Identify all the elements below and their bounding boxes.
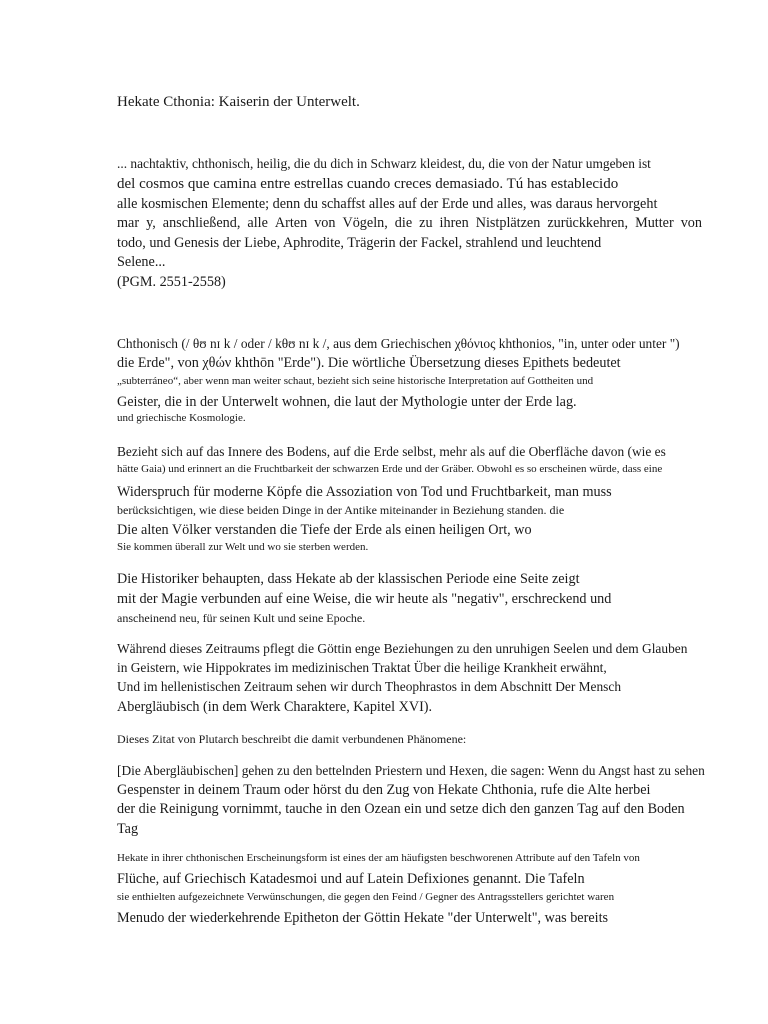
text-line: Chthonisch (/ θʊ nɪ k / oder / kθʊ nɪ k /, aus dem Griechischen χθόνιος khthonios, "in, unter oder unter ") xyxy=(117,336,680,351)
text-line: Bezieht sich auf das Innere des Bodens, auf die Erde selbst, mehr als auf die Oberfläche davon (wie es xyxy=(117,444,666,459)
hymn-word: ihren xyxy=(439,215,469,231)
hymn-word: von xyxy=(314,215,336,231)
hymn-word: Arten xyxy=(274,215,308,231)
text-line: Widerspruch für moderne Köpfe die Assoziation von Tod und Fruchtbarkeit, man muss xyxy=(117,484,612,500)
hymn-word: mar xyxy=(117,215,140,231)
text-line: der die Reinigung vornimmt, tauche in den Ozean ein und setze dich den ganzen Tag auf den Boden xyxy=(117,801,685,817)
text-line: Gespenster in deinem Traum oder hörst du den Zug von Hekate Chthonia, rufe die Alte herbei xyxy=(117,782,651,798)
hymn-word: alle xyxy=(247,215,268,231)
hymn-word: y, xyxy=(146,215,156,231)
hymn-line-justified xyxy=(117,216,702,230)
hymn-line: del cosmos que camina entre estrellas cuando creces demasiado. Tú has establecido xyxy=(117,176,619,192)
hymn-line: alle kosmischen Elemente; denn du schaffst alles auf der Erde und alles, was daraus hervorgeht xyxy=(117,196,658,212)
hymn-word: Nistplätzen xyxy=(475,215,541,231)
hymn-word: zurückkehren, xyxy=(547,215,629,231)
text-line: in Geistern, wie Hippokrates im medizinischen Traktat Über die heilige Krankheit erwähnt, xyxy=(117,660,607,675)
text-line: Menudo der wiederkehrende Epitheton der Göttin Hekate "der Unterwelt", was bereits xyxy=(117,910,609,926)
text-line: berücksichtigen, wie diese beiden Dinge in der Antike miteinander in Beziehung standen. die xyxy=(117,503,565,517)
document-title: Hekate Cthonia: Kaiserin der Unterwelt. xyxy=(117,94,360,110)
hymn-word: Mutter xyxy=(635,215,674,231)
hymn-word: Vögeln, xyxy=(342,215,388,231)
text-line: die Erde", von χθών khthōn "Erde"). Die wörtliche Übersetzung dieses Epithets bedeutet xyxy=(117,355,621,371)
hymn-line: ... nachtaktiv, chthonisch, heilig, die du dich in Schwarz kleidest, du, die von der Natur umgeben ist xyxy=(117,156,651,171)
text-line: „subterráneo“, aber wenn man weiter schaut, bezieht sich seine historische Interpretation auf Gottheiten und xyxy=(117,375,594,387)
text-line: Tag xyxy=(117,821,139,837)
text-line: hätte Gaia) und erinnert an die Fruchtbarkeit der schwarzen Erde und der Gräber. Obwohl es so erscheinen würde, dass eine xyxy=(117,463,663,475)
text-line: Abergläubisch (in dem Werk Charaktere, Kapitel XVI). xyxy=(117,699,433,715)
hymn-word: von xyxy=(680,215,702,231)
text-line: Die Historiker behaupten, dass Hekate ab der klassischen Periode eine Seite zeigt xyxy=(117,571,580,587)
hymn-word: die xyxy=(394,215,413,231)
text-line: Geister, die in der Unterwelt wohnen, die laut der Mythologie unter der Erde lag. xyxy=(117,394,577,410)
hymn-line: todo, und Genesis der Liebe, Aphrodite, Trägerin der Fackel, strahlend und leuchtend xyxy=(117,235,602,251)
hymn-word: anschließend, xyxy=(162,215,241,231)
text-line: Die alten Völker verstanden die Tiefe der Erde als einen heiligen Ort, wo xyxy=(117,522,532,538)
hymn-citation: (PGM. 2551-2558) xyxy=(117,274,226,290)
text-line: [Die Abergläubischen] gehen zu den bettelnden Priestern und Hexen, die sagen: Wenn du Angst hast zu sehen xyxy=(117,763,705,778)
paragraph-plutarch-intro: Dieses Zitat von Plutarch beschreibt die damit verbundenen Phänomene: xyxy=(117,732,467,746)
text-line: Sie kommen überall zur Welt und wo sie sterben werden. xyxy=(117,541,369,553)
text-line: und griechische Kosmologie. xyxy=(117,412,246,424)
hymn-word: zu xyxy=(419,215,433,231)
text-line: Während dieses Zeitraums pflegt die Göttin enge Beziehungen zu den unruhigen Seelen und dem Glauben xyxy=(117,641,688,656)
text-line: mit der Magie verbunden auf eine Weise, die wir heute als "negativ", erschreckend und xyxy=(117,591,612,607)
text-line: Und im hellenistischen Zeitraum sehen wir durch Theophrastos in dem Abschnitt Der Mensch xyxy=(117,679,622,694)
text-line: Hekate in ihrer chthonischen Erscheinungsform ist eines der am häufigsten beschworenen Attribute auf den Tafeln von xyxy=(117,852,640,864)
text-line: anscheinend neu, für seinen Kult und seine Epoche. xyxy=(117,611,366,625)
text-line: Flüche, auf Griechisch Katadesmoi und auf Latein Defixiones genannt. Die Tafeln xyxy=(117,871,585,887)
hymn-line: Selene... xyxy=(117,254,166,270)
text-line: sie enthielten aufgezeichnete Verwünschungen, die gegen den Feind / Gegner des Antragsstellers gerichtet waren xyxy=(117,891,615,903)
